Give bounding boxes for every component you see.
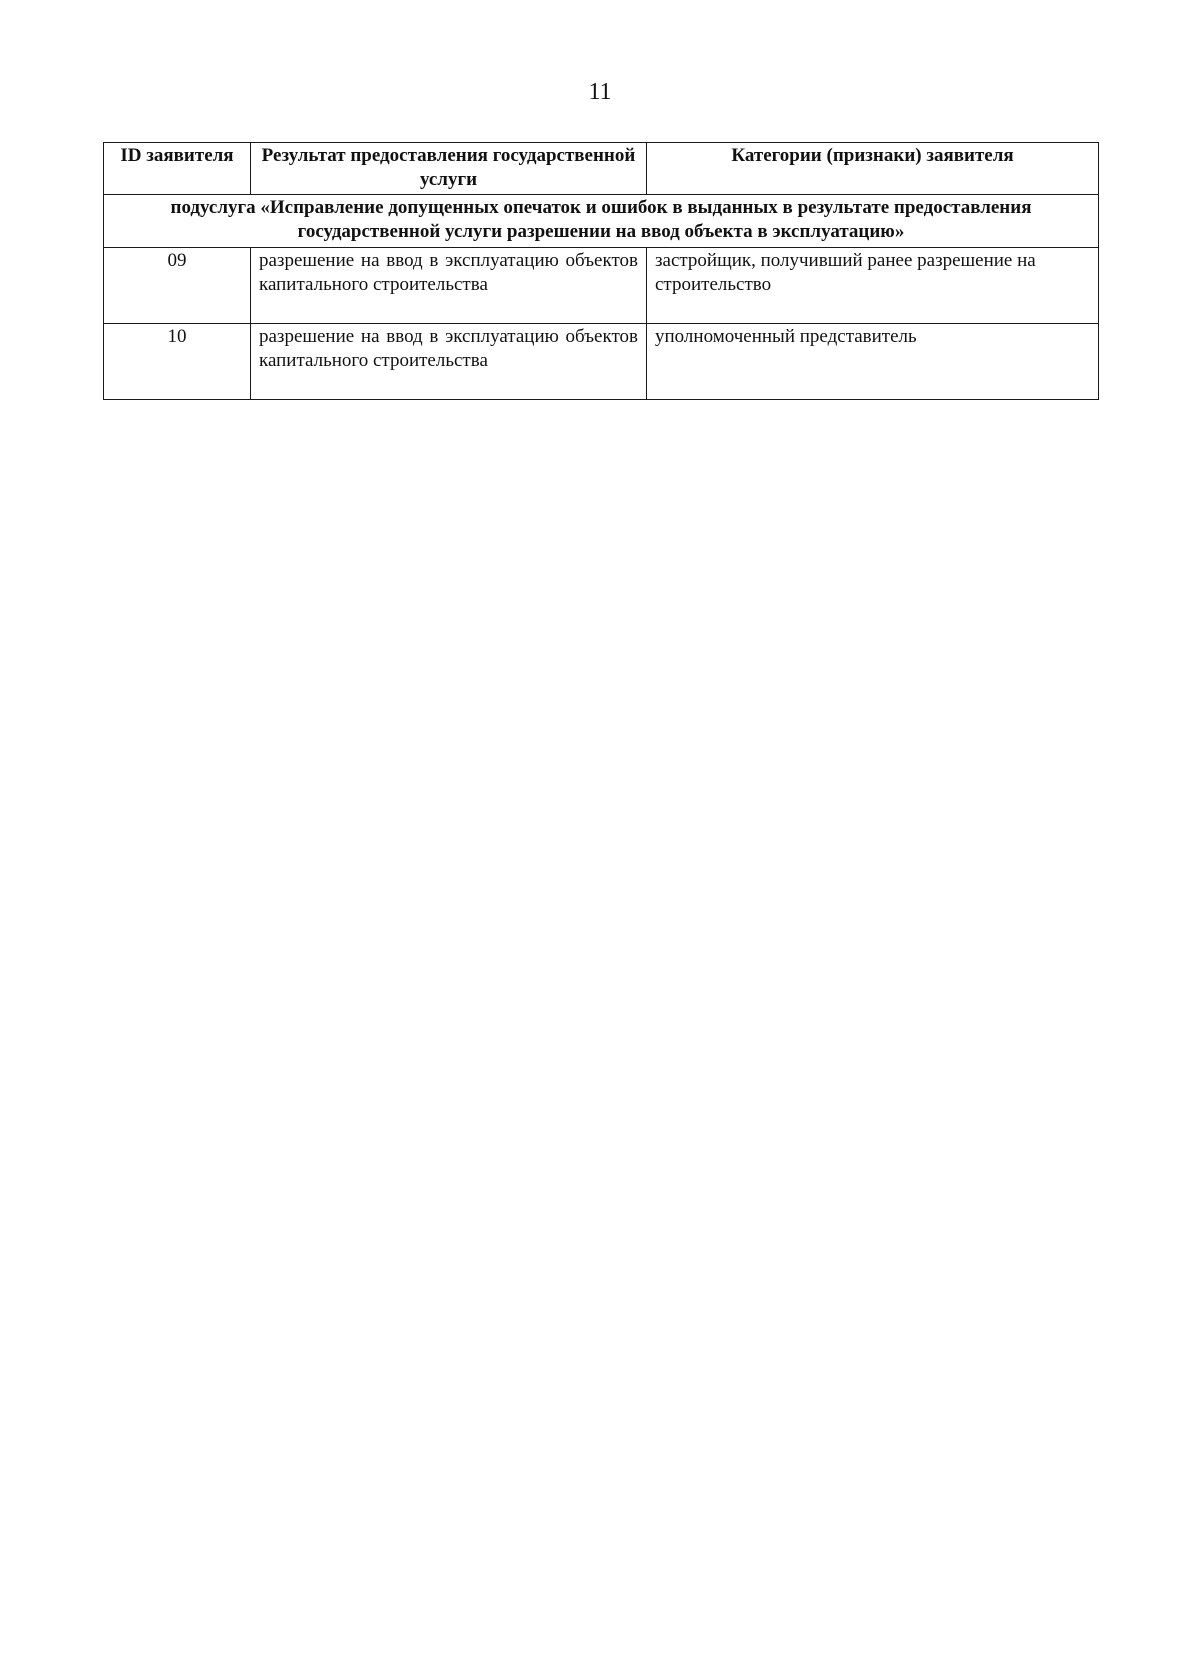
applicant-id-cell: 10	[104, 324, 251, 400]
table-header-row	[104, 143, 1099, 195]
service-result-cell: разрешение на ввод в эксплуатацию объектов капитального строительства	[251, 248, 647, 324]
subservice-title: подуслуга «Исправление допущенных опечаток и ошибок в выданных в результате предоставления государственной услуги разрешении на ввод объекта в эксплуатацию»	[104, 195, 1099, 248]
header-applicant-id: ID заявителя	[104, 143, 251, 195]
table-row	[104, 248, 1099, 324]
applicant-table	[103, 142, 1099, 400]
applicant-category-cell: застройщик, получивший ранее разрешение на строительство	[647, 248, 1099, 324]
subservice-row	[104, 195, 1099, 248]
table-row	[104, 324, 1099, 400]
header-service-result: Результат предоставления государственной услуги	[251, 143, 647, 195]
applicant-id-cell: 09	[104, 248, 251, 324]
service-result-cell: разрешение на ввод в эксплуатацию объектов капитального строительства	[251, 324, 647, 400]
page-number: 11	[588, 79, 612, 105]
applicant-category-cell: уполномоченный представитель	[647, 324, 1099, 400]
header-applicant-category: Категории (признаки) заявителя	[647, 143, 1099, 195]
